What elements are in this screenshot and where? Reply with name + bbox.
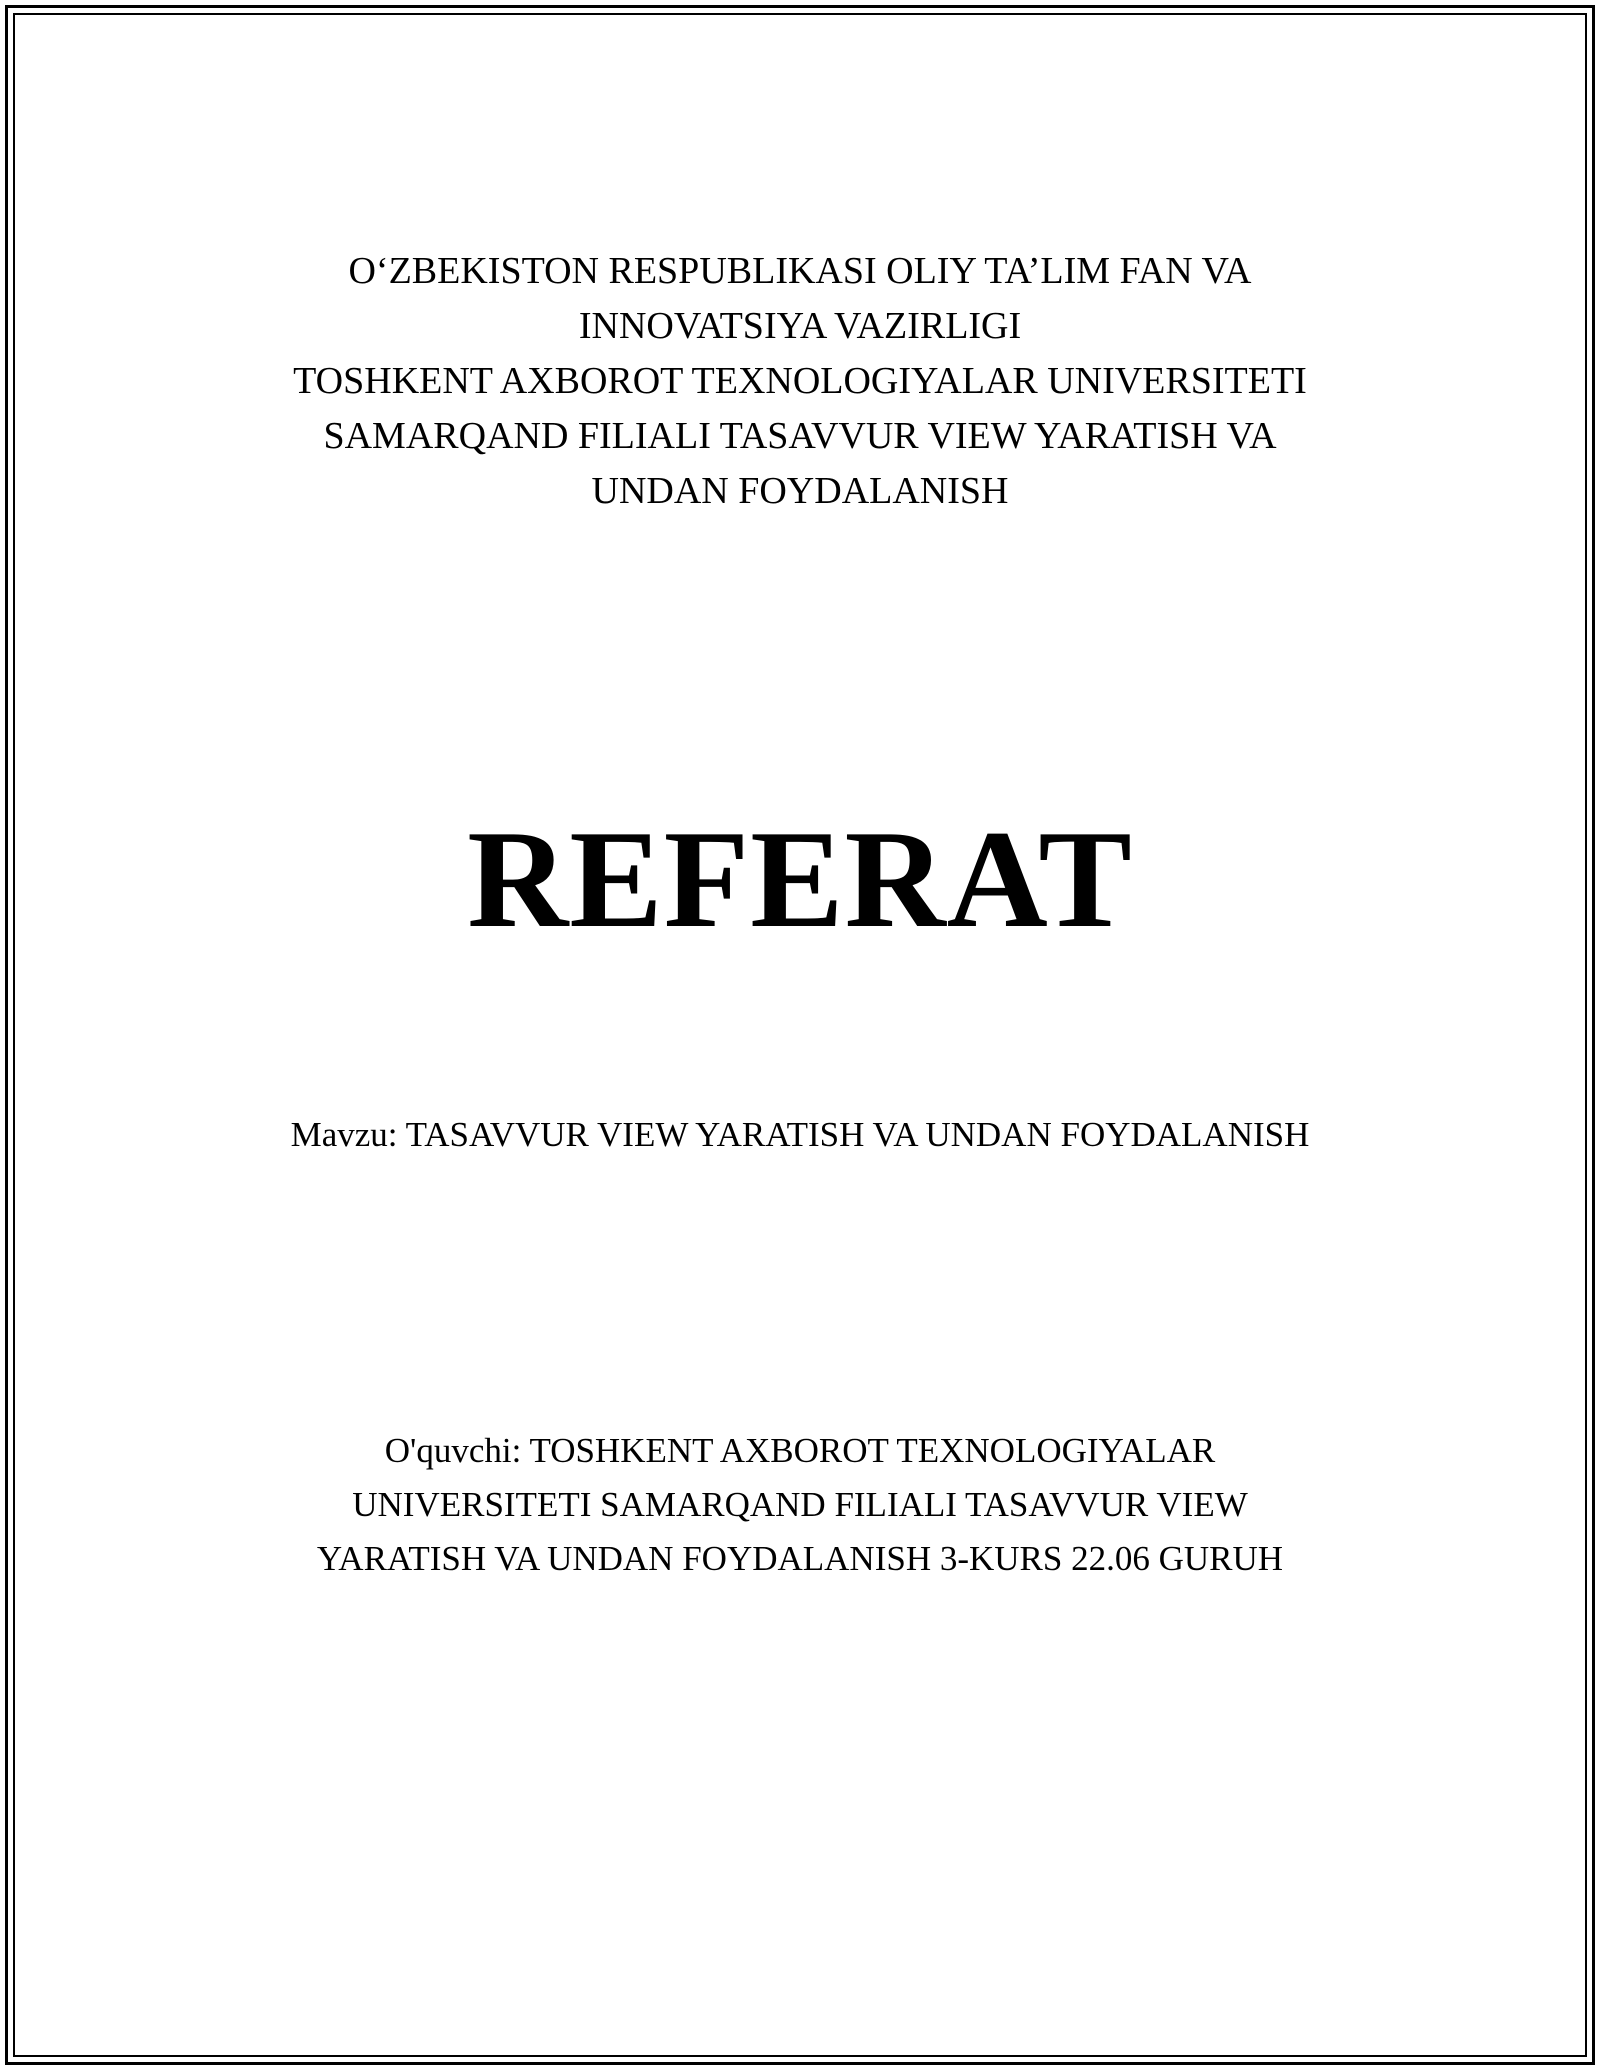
student-info: [0, 1424, 1600, 1586]
student-line: YARATISH VA UNDAN FOYDALANISH 3-KURS 22.06 GURUH: [316, 1539, 1284, 1578]
header-line: TOSHKENT AXBOROT TEXNOLOGIYALAR UNIVERSITETI: [293, 360, 1307, 402]
header-line: O‘ZBEKISTON RESPUBLIKASI OLIY TA’LIM FAN VA: [348, 250, 1252, 292]
student-line: O'quvchi: TOSHKENT AXBOROT TEXNOLOGIYALAR: [384, 1431, 1216, 1470]
institution-header: [0, 244, 1600, 519]
document-title: REFERAT: [467, 802, 1133, 957]
header-line: UNDAN FOYDALANISH: [591, 470, 1009, 512]
header-line: SAMARQAND FILIALI TASAVVUR VIEW YARATISH VA: [323, 415, 1277, 457]
student-line: UNIVERSITETI SAMARQAND FILIALI TASAVVUR VIEW: [352, 1485, 1248, 1524]
header-line: INNOVATSIYA VAZIRLIGI: [578, 305, 1022, 347]
topic-line: Mavzu: TASAVVUR VIEW YARATISH VA UNDAN FOYDALANISH: [290, 1115, 1310, 1154]
